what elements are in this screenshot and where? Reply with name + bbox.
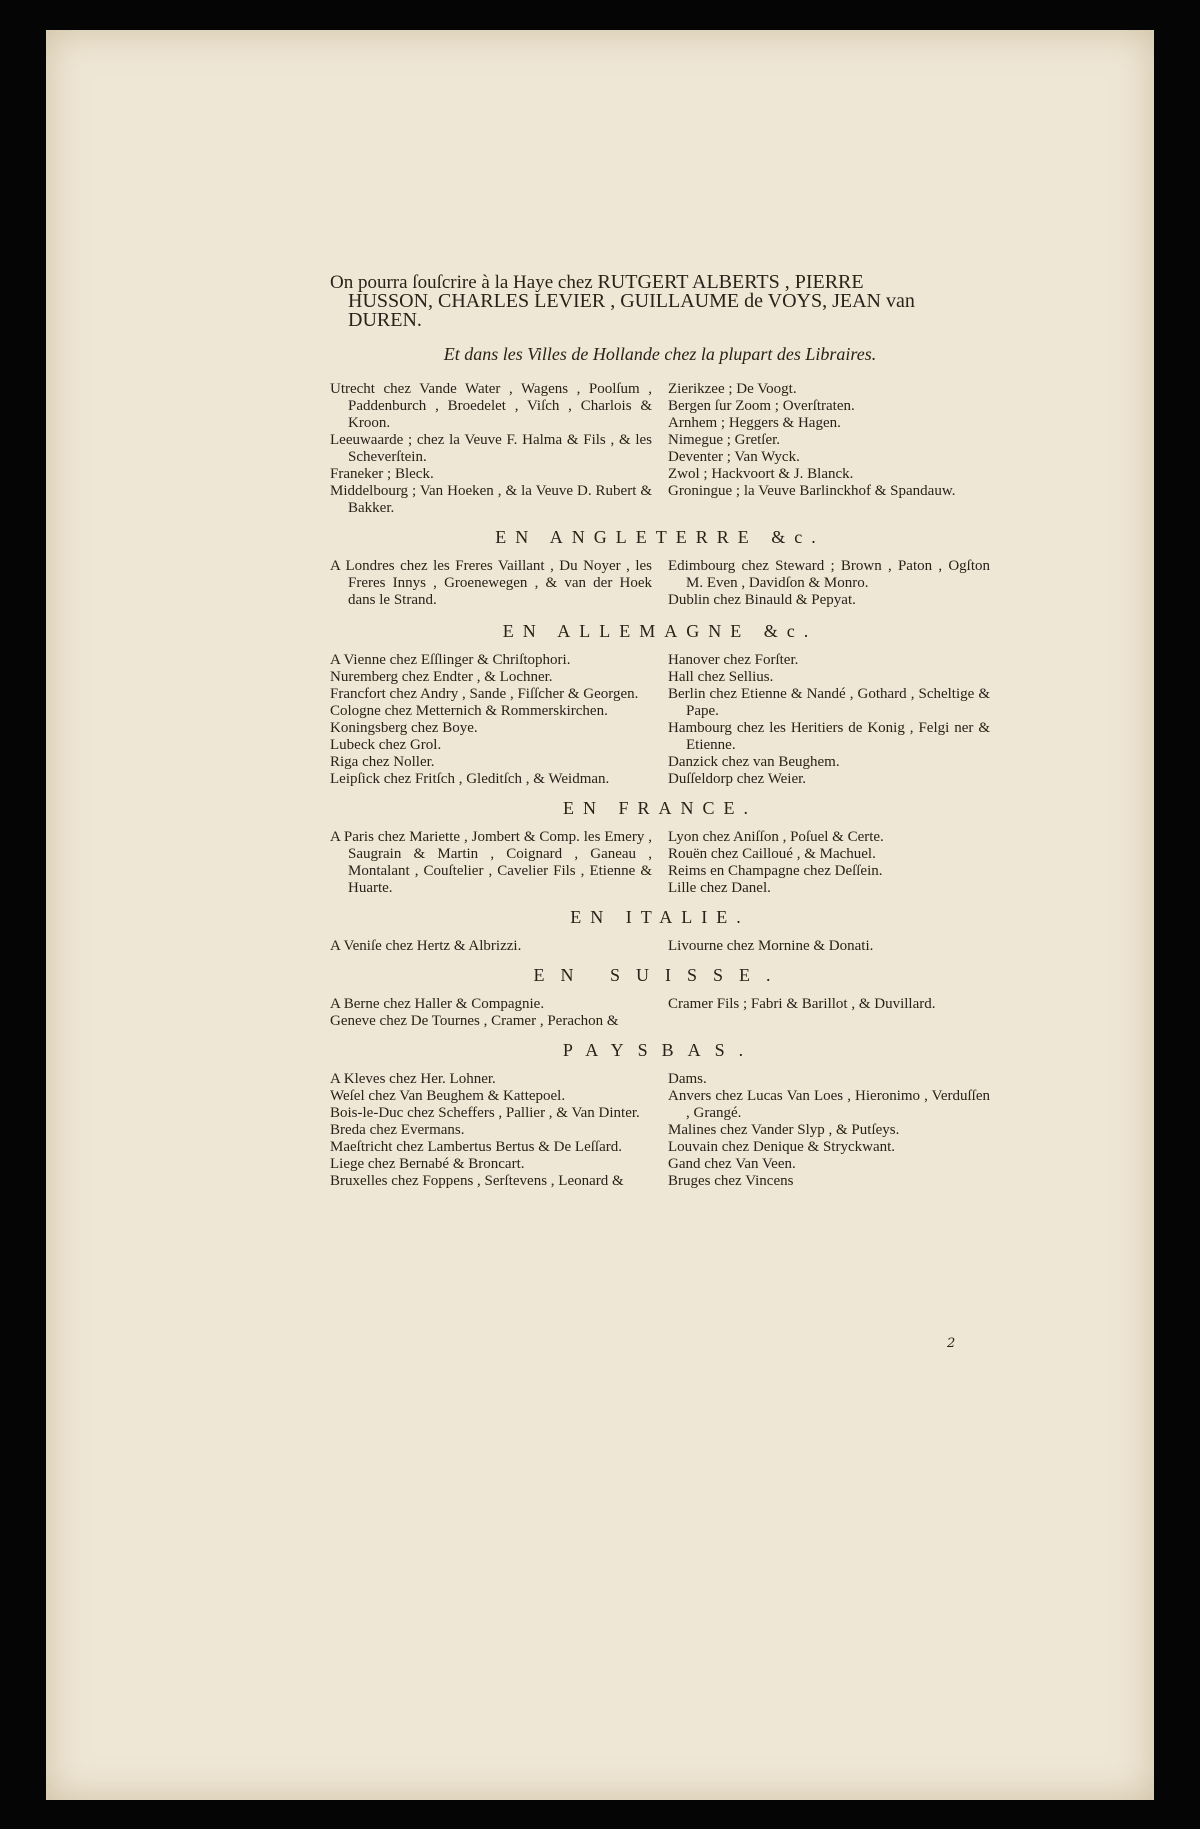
hollande-section — [330, 381, 990, 517]
bookseller-entry: Zwol ; Hackvoort & J. Blanck. — [668, 466, 854, 482]
subtitle: Et dans les Villes de Hollande chez la plupart des Libraires. — [443, 344, 877, 364]
allemagne-section — [330, 652, 990, 788]
bookseller-entry: Cramer Fils ; Fabri & Barillot , & Duvillard. — [668, 996, 936, 1012]
left-column — [330, 829, 652, 897]
italie-section — [330, 938, 990, 955]
bookseller-entry: Arnhem ; Heggers & Hagen. — [668, 415, 841, 431]
bookseller-entry: Bergen ſur Zoom ; Overſtraten. — [668, 398, 855, 414]
bookseller-entry: Bois-le-Duc chez Scheffers , Pallier , & Van Dinter. — [330, 1105, 640, 1121]
bookseller-entry: Lyon chez Aniſſon , Poſuel & Certe. — [668, 829, 884, 845]
heading-france: EN FRANCE. — [562, 798, 757, 818]
bookseller-entry: Louvain chez Denique & Stryckwant. — [668, 1139, 896, 1155]
bookseller-entry: A Paris chez Mariette , Jombert & Comp. les Emery , Saugrain & Martin , Coignard , Ganeau , Montalant , Couſtelier , Cavelier Fils , Etienne & Huarte. — [330, 829, 652, 896]
intro-line1-caps: RUTGERT ALBERTS , PIERRE — [597, 271, 864, 293]
bookseller-entry: Cologne chez Metternich & Rommerskirchen. — [330, 703, 608, 719]
subscription-intro — [330, 273, 990, 330]
bookseller-entry: Berlin chez Etienne & Nandé , Gothard , Scheltige & Pape. — [668, 686, 990, 719]
intro-line3: DUREN. — [348, 309, 422, 331]
bookseller-entry: Anvers chez Lucas Van Loes , Hieronimo , Verduſſen , Grangé. — [668, 1088, 990, 1121]
left-column — [330, 1071, 652, 1190]
france-section — [330, 829, 990, 897]
paysbas-section — [330, 1071, 990, 1190]
right-column — [668, 1071, 990, 1190]
bookseller-entry: A Berne chez Haller & Compagnie. — [330, 996, 545, 1012]
bookseller-entry: Middelbourg ; Van Hoeken , & la Veuve D. Rubert & Bakker. — [330, 483, 652, 516]
heading-suisse: EN SUISSE. — [533, 965, 787, 985]
bookseller-entry: Geneve chez De Tournes , Cramer , Perachon & — [330, 1013, 619, 1029]
bookseller-entry: Gand chez Van Veen. — [668, 1156, 796, 1172]
bookseller-entry: Franeker ; Bleck. — [330, 466, 434, 482]
left-column — [330, 996, 652, 1030]
bookseller-entry: Duſſeldorp chez Weier. — [668, 771, 807, 787]
bookseller-entry: Lille chez Danel. — [668, 880, 771, 896]
bookseller-entry: Edimbourg chez Steward ; Brown , Paton , Ogſton M. Even , Davidſon & Monro. — [668, 558, 990, 591]
bookseller-entry: Leeuwaarde ; chez la Veuve F. Halma & Fils , & les Scheverſtein. — [330, 432, 652, 465]
bookseller-entry: Breda chez Evermans. — [330, 1122, 465, 1138]
bookseller-entry: A Londres chez les Freres Vaillant , Du Noyer , les Freres Innys , Groenewegen , & van der Hoek dans le Strand. — [330, 558, 652, 608]
bookseller-entry: Malines chez Vander Slyp , & Putſeys. — [668, 1122, 900, 1138]
right-column — [668, 938, 990, 955]
bookseller-entry: Weſel chez Van Beughem & Kattepoel. — [330, 1088, 566, 1104]
printed-text — [330, 273, 990, 1190]
intro-line1-prefix: On pourra ſouſcrire à la Haye chez — [330, 272, 593, 293]
bookseller-entry: Danzick chez van Beughem. — [668, 754, 840, 770]
right-column — [668, 652, 990, 788]
bookseller-entry: Bruxelles chez Foppens , Serſtevens , Leonard & — [330, 1173, 624, 1189]
bookseller-entry: Liege chez Bernabé & Broncart. — [330, 1156, 525, 1172]
bookseller-entry: Livourne chez Mornine & Donati. — [668, 938, 874, 954]
suisse-section — [330, 996, 990, 1030]
bookseller-entry: Rouën chez Cailloué , & Machuel. — [668, 846, 876, 862]
bookseller-entry: Lubeck chez Grol. — [330, 737, 442, 753]
right-column — [668, 996, 990, 1030]
bookseller-entry: Koningsberg chez Boye. — [330, 720, 478, 736]
heading-allemagne: EN ALLEMAGNE &c. — [502, 621, 818, 641]
bookseller-entry: Hambourg chez les Heritiers de Konig , Felgi ner & Etienne. — [668, 720, 990, 753]
left-column — [330, 381, 652, 517]
bookseller-entry: Dams. — [668, 1071, 707, 1087]
right-column — [668, 558, 990, 609]
bookseller-entry: Zierikzee ; De Voogt. — [668, 381, 797, 397]
bookseller-entry: A Veniſe chez Hertz & Albrizzi. — [330, 938, 522, 954]
left-column — [330, 652, 652, 788]
angleterre-section — [330, 558, 990, 609]
bookseller-entry: Leipſick chez Fritſch , Gleditſch , & Weidman. — [330, 771, 610, 787]
right-column — [668, 829, 990, 897]
bookseller-entry: Hall chez Sellius. — [668, 669, 774, 685]
heading-angleterre: EN ANGLETERRE &c. — [495, 527, 825, 547]
bookseller-entry: A Kleves chez Her. Lohner. — [330, 1071, 496, 1087]
bookseller-entry: A Vienne chez Eſſlinger & Chriſtophori. — [330, 652, 571, 668]
intro-line2: HUSSON, CHARLES LEVIER , GUILLAUME de VOYS, JEAN van — [348, 290, 915, 312]
bookseller-entry: Deventer ; Van Wyck. — [668, 449, 800, 465]
bookseller-entry: Bruges chez Vincens — [668, 1173, 794, 1189]
page-number: 2 — [947, 1336, 956, 1351]
bookseller-entry: Utrecht chez Vande Water , Wagens , Poolſum , Paddenburch , Broedelet , Viſch , Charlois & Kroon. — [330, 381, 652, 431]
bookseller-entry: Reims en Champagne chez Deſſein. — [668, 863, 883, 879]
bookseller-entry: Hanover chez Forſter. — [668, 652, 799, 668]
heading-italie: EN ITALIE. — [570, 907, 750, 927]
bookseller-entry: Riga chez Noller. — [330, 754, 435, 770]
bookseller-entry: Nimegue ; Gretſer. — [668, 432, 781, 448]
bookseller-entry: Dublin chez Binauld & Pepyat. — [668, 592, 856, 608]
heading-paysbas: PAYSBAS. — [562, 1040, 758, 1060]
bookseller-entry: Groningue ; la Veuve Barlinckhof & Spandauw. — [668, 483, 956, 499]
left-column — [330, 558, 652, 609]
bookseller-entry: Maeſtricht chez Lambertus Bertus & De Leſſard. — [330, 1139, 622, 1155]
left-column — [330, 938, 652, 955]
bookseller-entry: Francfort chez Andry , Sande , Fiſſcher & Georgen. — [330, 686, 639, 702]
right-column — [668, 381, 990, 517]
bookseller-entry: Nuremberg chez Endter , & Lochner. — [330, 669, 553, 685]
